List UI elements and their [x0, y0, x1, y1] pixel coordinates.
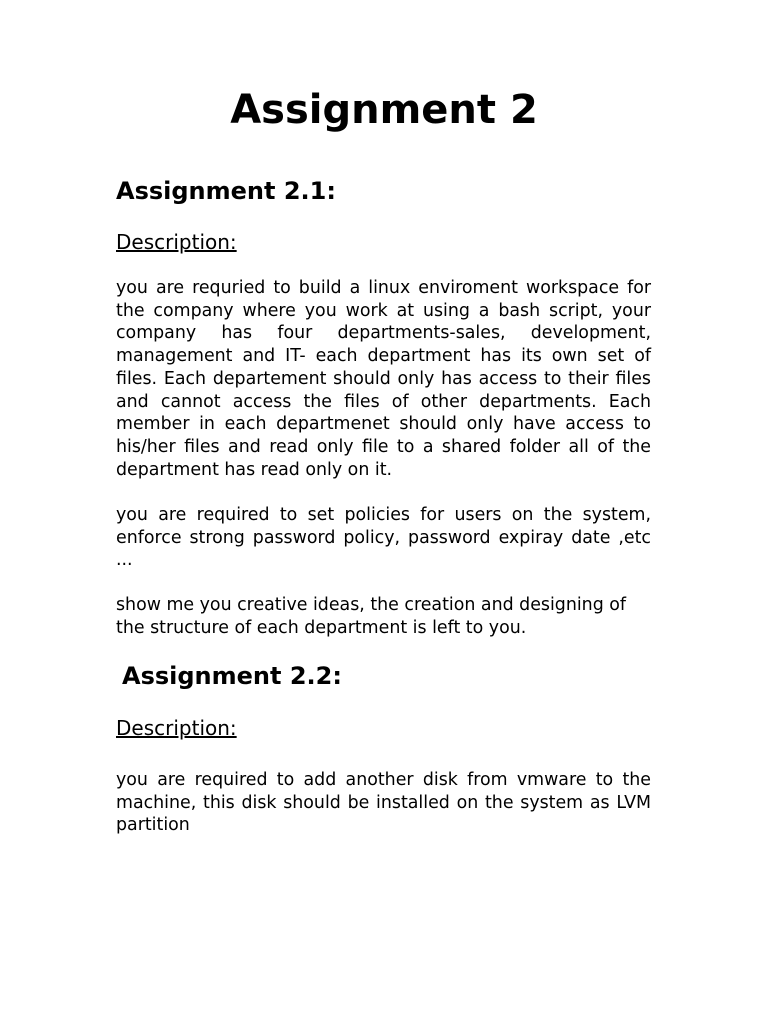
description-label-2-2: Description: — [116, 716, 237, 740]
paragraph-creative-ideas: show me you creative ideas, the creation and designing of the structure of each department is left to you. — [116, 595, 627, 638]
paragraph-workspace-requirements: you are requried to build a linux enviroment workspace for the company where you work at using a bash script, your company has four departments-sales, development, management and IT- each department has its own set of files. Each departement should only has access to their files and cannot access the files of other departments. Each member in each departmenet should only have access to his/her files and read only file to a shared folder all of the department has read only on it. — [116, 278, 651, 480]
document-title: Assignment 2 — [230, 87, 538, 133]
section-heading-2-1: Assignment 2.1: — [116, 177, 336, 205]
section-heading-2-2: Assignment 2.2: — [122, 662, 342, 690]
paragraph-lvm-disk: you are required to add another disk from vmware to the machine, this disk should be installed on the system as LVM partition — [116, 770, 651, 836]
paragraph-password-policies: you are required to set policies for users on the system, enforce strong password policy, password expiray date ,etc ... — [116, 505, 651, 571]
description-label-2-1: Description: — [116, 230, 237, 254]
